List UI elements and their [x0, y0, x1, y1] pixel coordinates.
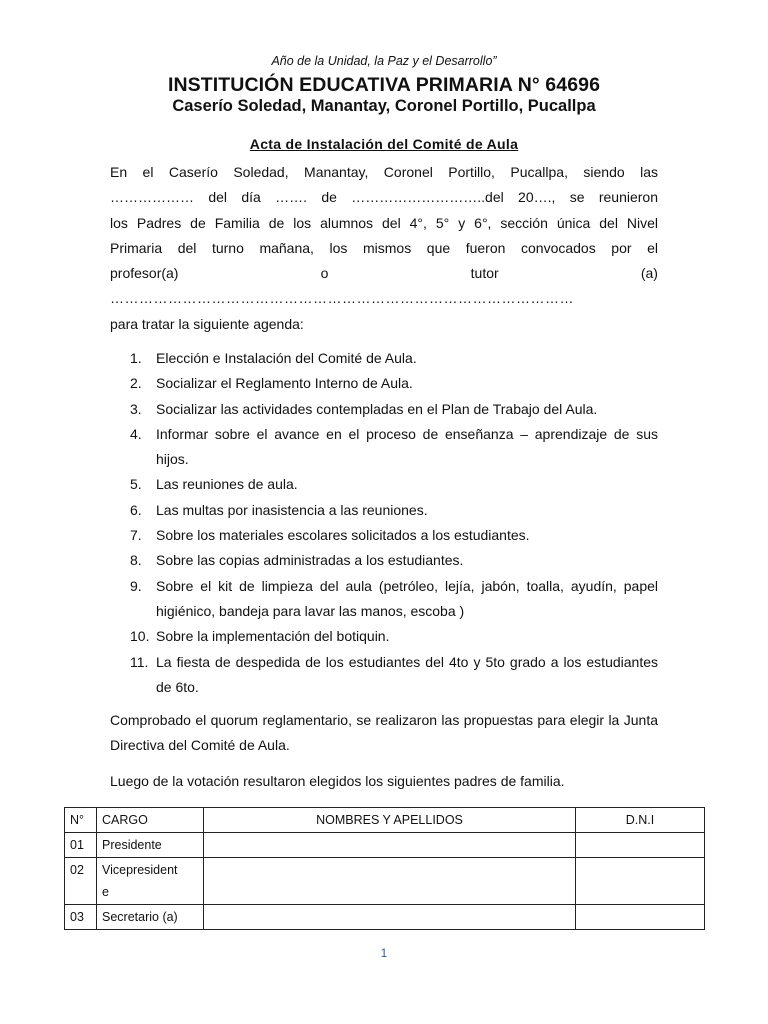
- cell-nombres[interactable]: [204, 833, 576, 858]
- agenda-text: Sobre el kit de limpieza del aula (petróleo, lejía, jabón, toalla, ayudín, papel higiénico, bandeja para lavar las manos, escoba ): [156, 577, 658, 619]
- cell-dni[interactable]: [576, 858, 705, 905]
- header-cell-number: N°: [65, 808, 97, 833]
- tutor-word: profesor(a): [110, 265, 179, 282]
- header-cell-cargo: CARGO: [97, 808, 204, 833]
- blank-dots-line: ……………………………………………………………………………………: [110, 290, 574, 307]
- tutor-line: [110, 261, 658, 286]
- agenda-item: [110, 498, 658, 523]
- cell-nombres[interactable]: [204, 858, 576, 905]
- institution-title: INSTITUCIÓN EDUCATIVA PRIMARIA N° 64696: [167, 74, 601, 96]
- header-cell-nombres: NOMBRES Y APELLIDOS: [204, 808, 576, 833]
- intro-paragraph: [110, 160, 658, 337]
- institution-location: Caserío Soledad, Manantay, Coronel Portillo, Pucallpa: [172, 97, 596, 115]
- agenda-text: Las multas por inasistencia a las reuniones.: [156, 501, 428, 518]
- agenda-number: 8.: [130, 552, 142, 569]
- cargo-line: e: [102, 885, 109, 899]
- agenda-text: Sobre las copias administradas a los estudiantes.: [156, 552, 464, 569]
- agenda-text: Las reuniones de aula.: [156, 476, 298, 493]
- cell-cargo: Presidente: [97, 833, 204, 858]
- intro-line-text: los Padres de Familia de los alumnos del 4°, 5° y 6°, sección única del Nivel: [110, 214, 658, 231]
- cell-number: 02: [65, 858, 97, 905]
- table-header-row: [65, 808, 705, 833]
- agenda-list: [110, 346, 658, 700]
- agenda-item: [110, 371, 658, 396]
- agenda-number: 2.: [130, 375, 142, 392]
- agenda-text: Informar sobre el avance en el proceso de enseñanza – aprendizaje de sus hijos.: [156, 425, 658, 468]
- year-motto: Año de la Unidad, la Paz y el Desarrollo”: [271, 54, 497, 68]
- agenda-text: Sobre los materiales escolares solicitados a los estudiantes.: [156, 527, 530, 544]
- agenda-item: [110, 346, 658, 371]
- cargo-line: Vicepresident: [102, 863, 178, 877]
- agenda-number: 5.: [130, 476, 142, 493]
- cell-number: 01: [65, 833, 97, 858]
- cell-dni[interactable]: [576, 905, 705, 930]
- agenda-text: Socializar las actividades contempladas en el Plan de Trabajo del Aula.: [156, 400, 598, 417]
- intro-line: [110, 211, 658, 236]
- cell-nombres[interactable]: [204, 905, 576, 930]
- cell-dni[interactable]: [576, 833, 705, 858]
- intro-line-text: En el Caserío Soledad, Manantay, Coronel Portillo, Pucallpa, siendo las: [110, 164, 658, 180]
- agenda-text: Sobre la implementación del botiquin.: [156, 628, 390, 645]
- tutor-word: o: [320, 265, 329, 282]
- agenda-intro: para tratar la siguiente agenda:: [110, 315, 304, 332]
- quorum-paragraph: Comprobado el quorum reglamentario, se realizaron las propuestas para elegir la Junta Directiva del Comité de Aula.: [110, 712, 658, 754]
- agenda-text: La fiesta de despedida de los estudiantes del 4to y 5to grado a los estudiantes de 6to.: [156, 653, 658, 695]
- cell-cargo: [97, 858, 204, 905]
- agenda-number: 4.: [130, 425, 142, 442]
- agenda-item: [110, 574, 658, 625]
- agenda-number: 9.: [130, 577, 142, 594]
- document-title: Acta de Instalación del Comité de Aula: [249, 136, 519, 152]
- votacion-paragraph: Luego de la votación resultaron elegidos los siguientes padres de familia.: [110, 773, 565, 789]
- table-row: [65, 833, 705, 858]
- table-row: [65, 858, 705, 905]
- agenda-item: [110, 624, 658, 649]
- agenda-number: 3.: [130, 400, 142, 417]
- tutor-word: tutor: [470, 265, 499, 282]
- cell-cargo: Secretario (a): [97, 905, 204, 930]
- header-cell-dni: D.N.I: [576, 808, 705, 833]
- agenda-item: [110, 397, 658, 422]
- agenda-item: [110, 472, 658, 497]
- table-row: [65, 905, 705, 930]
- agenda-number: 7.: [130, 527, 142, 544]
- agenda-number: 10.: [130, 628, 150, 645]
- intro-line-text: Primaria del turno mañana, los mismos que fueron convocados por el: [110, 239, 658, 256]
- agenda-number: 6.: [130, 501, 142, 518]
- intro-line: [110, 185, 658, 210]
- agenda-text: Socializar el Reglamento Interno de Aula.: [156, 375, 413, 392]
- intro-line: [110, 236, 658, 261]
- junta-directiva-table: [64, 807, 705, 930]
- agenda-item: [110, 523, 658, 548]
- intro-line-text: ……………… del día ……. de ………………………..del 20…., se reunieron: [110, 189, 658, 206]
- agenda-item: [110, 650, 658, 701]
- agenda-text: Elección e Instalación del Comité de Aula.: [156, 350, 417, 366]
- agenda-item: [110, 422, 658, 473]
- cell-number: 03: [65, 905, 97, 930]
- agenda-item: [110, 548, 658, 573]
- intro-line: [110, 160, 658, 185]
- tutor-word: (a): [640, 265, 658, 282]
- agenda-number: 1.: [130, 350, 142, 366]
- page-number: 1: [380, 948, 388, 960]
- agenda-number: 11.: [130, 653, 149, 670]
